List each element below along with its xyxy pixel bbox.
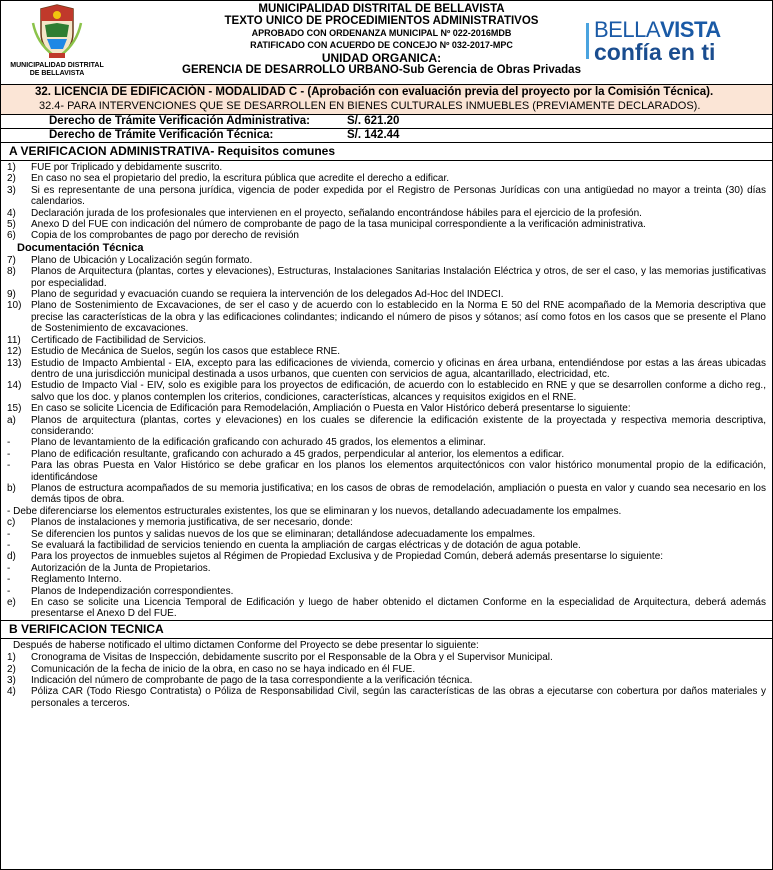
list-item [7, 675, 766, 686]
item-text: Planos de estructura acompañados de su memoria justificativa; en los casos de obras de remodelación, ampliación o puesta en valor y cuando sea necesario en los demás tipos de obra. [31, 482, 766, 506]
item-number: b) [7, 482, 16, 494]
header-line-3: APROBADO CON ORDENANZA MUNICIPAL Nº 022-2016MDB [251, 28, 512, 38]
item-number: 4) [7, 207, 16, 219]
section-b-intro: Después de haberse notificado el ultimo dictamen Conforme del Proyecto se debe presentar lo siguiente: [13, 639, 479, 651]
item-number: 3) [7, 184, 16, 196]
item-number: a) [7, 414, 16, 426]
item-number: 2) [7, 663, 16, 675]
item-number: 7) [7, 254, 16, 266]
item-text: Reglamento Interno. [31, 574, 122, 586]
list-item [7, 551, 766, 562]
list-item [7, 403, 766, 414]
list-item [7, 358, 766, 381]
item-number: 3) [7, 675, 16, 687]
list-item [7, 540, 766, 551]
fee-label: Derecho de Trámite Verificación Técnica: [49, 129, 274, 141]
item-text: Estudio de Impacto Ambiental - EIA, excepto para las edificaciones de vivienda, comercio y oficinas en área urbana, entendiéndose por estas a las áreas ubicadas dentro de una jurisdicción municipal destinada a usos urbanos, que cuenten con servicios de agua, alcantarillado, electricidad, etc. [31, 357, 766, 380]
list-item [7, 597, 766, 620]
item-number: - [7, 528, 11, 540]
item-text: Planos de Independización correspondientes. [31, 585, 234, 597]
list-item [7, 255, 766, 266]
item-text: En caso se solicite Licencia de Edificación para Remodelación, Ampliación o Puesta en Valor Histórico deberá presentarse lo siguiente: [31, 403, 631, 415]
item-text: Copia de los comprobantes de pago por derecho de revisión [31, 230, 299, 242]
list-item [7, 266, 766, 289]
item-text: Planos de Arquitectura (plantas, cortes y elevaciones), Estructuras, Instalaciones Sanitarias Instalación Eléctrica y otros, de ser el caso, y las memorias justificativas por especialidad. [31, 266, 766, 289]
item-number: 9) [7, 289, 16, 301]
list-item [7, 460, 766, 483]
item-number: 12) [7, 346, 22, 358]
item-number: 1) [7, 652, 16, 664]
item-text: Para las obras Puesta en Valor Histórico se debe graficar en los planos los elementos arquitectónicos con valor histórico monumental propio de la edificación, identificándose [31, 460, 766, 483]
item-number: - [7, 540, 11, 551]
header-line-4: RATIFICADO CON ACUERDO DE CONCEJO Nº 032-2017-MPC [250, 40, 513, 50]
fee-label: Derecho de Trámite Verificación Administrativa: [49, 115, 310, 127]
item-number: c) [7, 517, 16, 529]
brand-bar-icon [586, 23, 589, 59]
item-number: 6) [7, 230, 16, 242]
list-item [7, 574, 766, 585]
list-item [7, 506, 766, 517]
item-text: Comunicación de la fecha de inicio de la obra, en caso no se haya indicado en él FUE. [31, 663, 416, 675]
logo-caption: MUNICIPALIDAD DISTRITAL DE BELLAVISTA [10, 62, 104, 77]
item-number: - [7, 448, 11, 460]
list-item [7, 449, 766, 460]
item-number: - [7, 562, 11, 574]
item-text: Estudio de Impacto Vial - EIV, solo es exigible para los proyectos de edificación, de acuerdo con lo establecido en RNE y que se desarrollen conforme a dicho reg., salvo que los doc. y planos contemplen los criterios, condiciones, características, alcances y requisitos exigidos en el RNE. [31, 380, 766, 403]
document-header [1, 1, 772, 85]
item-number: - [7, 437, 11, 449]
brand-name-b: VISTA [660, 17, 721, 42]
municipal-logo [7, 3, 107, 83]
item-number: 2) [7, 173, 16, 185]
list-item [7, 230, 766, 241]
list-item [7, 686, 766, 709]
item-text: Plano de Ubicación y Localización según formato. [31, 254, 253, 266]
item-text: En caso se solicite una Licencia Temporal de Edificación y luego de haber obtenido el dictamen Conforme en la especialidad de Arquitectura, deberá además presentarse el Anexo D del FUE. [31, 597, 766, 620]
item-text: Póliza CAR (Todo Riesgo Contratista) o Póliza de Responsabilidad Civil, según las características de las obras a ejecutarse con cobertura por daños materiales y personales a terceros. [31, 686, 766, 709]
technical-docs-title: Documentación Técnica [17, 241, 144, 254]
header-line-1: MUNICIPALIDAD DISTRITAL DE BELLAVISTA [258, 3, 505, 15]
item-number: e) [7, 597, 16, 609]
item-number: - [7, 585, 11, 597]
list-item [7, 529, 766, 540]
procedure-subtitle: 32.4- PARA INTERVENCIONES QUE SE DESARROLLEN EN BIENES CULTURALES INMUEBLES (PREVIAMENTE DECLARADOS). [39, 100, 701, 112]
list-item [7, 219, 766, 230]
item-text: Si es representante de una persona jurídica, vigencia de poder expedida por el Registro de Personas Jurídicas con una antigüedad no mayor a treinta (30) días calendarios. [31, 184, 766, 208]
item-text: Autorización de la Junta de Propietarios. [31, 562, 211, 574]
list-item [7, 415, 766, 438]
list-item [7, 173, 766, 184]
item-text: Certificado de Factibilidad de Servicios. [31, 334, 207, 346]
list-item [7, 586, 766, 597]
item-text: - Debe diferenciarse los elementos estructurales existentes, los que se eliminaran y los nuevos, detallando adecuadamente los empalmes. [7, 505, 622, 517]
technical-docs-list [1, 254, 772, 620]
municipal-crest-icon [27, 3, 87, 61]
item-number: - [7, 574, 11, 586]
list-item [7, 185, 766, 208]
brand-name-a: BELLA [594, 17, 660, 42]
item-text: Plano de edificación resultante, graficando con achurado a 45 grados, perpendicular al anterior, los elementos a edificar. [31, 448, 565, 460]
section-b-title: B VERIFICACION TECNICA [1, 620, 772, 639]
item-text: FUE por Triplicado y debidamente suscrito. [31, 162, 223, 173]
item-number: 5) [7, 219, 16, 231]
item-number: 10) [7, 300, 22, 312]
item-text: En caso no sea el propietario del predio, la escritura pública que acredite el derecho a edificar. [31, 173, 450, 185]
section-b-list [1, 651, 772, 709]
list-item [7, 300, 766, 334]
item-text: Plano de levantamiento de la edificación graficando con achurado 45 grados, los elementos a eliminar. [31, 437, 486, 449]
fee-row-administrative [1, 115, 772, 129]
list-item [7, 664, 766, 675]
fee-value: S/. 142.44 [347, 129, 400, 141]
item-text: Planos de instalaciones y memoria justificativa, de ser necesario, donde: [31, 517, 353, 529]
header-line-2: TEXTO UNICO DE PROCEDIMIENTOS ADMINISTRATIVOS [224, 15, 539, 27]
item-number: 1) [7, 162, 16, 173]
brand-slogan: confía en ti [594, 39, 716, 65]
section-a-list [1, 161, 772, 242]
brand-logo [594, 19, 764, 63]
list-item [7, 380, 766, 403]
item-text: Indicación del número de comprobante de pago de la tasa correspondiente a la verificación técnica. [31, 675, 473, 687]
item-number: - [7, 460, 11, 472]
item-text: Planos de arquitectura (plantas, cortes y elevaciones) en los cuales se diferencie la edificación existente de la proyectada y respectiva memoria descriptiva, considerando: [31, 414, 766, 437]
list-item [7, 208, 766, 219]
list-item [7, 162, 766, 173]
item-text: Anexo D del FUE con indicación del número de comprobante de pago de la tasa municipal correspondiente a la verificación administrativa. [31, 219, 646, 231]
item-text: Declaración jurada de los profesionales que intervienen en el proyecto, señalando encontrándose hábiles para el ejercicio de la profesión. [31, 207, 642, 219]
item-text: Cronograma de Visitas de Inspección, debidamente suscrito por el Responsable de la Obra y el Supervisor Municipal. [31, 652, 553, 664]
item-number: 4) [7, 686, 16, 698]
list-item [7, 346, 766, 357]
fee-row-technical [1, 129, 772, 143]
item-number: 8) [7, 266, 16, 278]
item-text: Se diferencien los puntos y salidas nuevos de los que se eliminaran; detallándose adecuadamente los empalmes. [31, 528, 536, 540]
list-item [7, 289, 766, 300]
item-text: Plano de Sostenimiento de Excavaciones, de ser el caso y de acuerdo con lo establecido en la Norma E 50 del RNE acompañado de la Memoria descriptiva que precise las características de la obra y las edificaciones colindantes; indicando el número de pisos y sótanos; así como fotos en los casos que se presente el Plano de Sostenimiento de excavaciones. [31, 300, 766, 335]
item-number: 14) [7, 380, 22, 392]
fee-value: S/. 621.20 [347, 115, 400, 127]
procedure-title: 32. LICENCIA DE EDIFICACIÓN - MODALIDAD C - (Aprobación con evaluación previa del proyecto por la Comisión Técnica). [35, 86, 714, 98]
item-number: 13) [7, 357, 22, 369]
list-item [7, 335, 766, 346]
item-number: 11) [7, 334, 21, 346]
header-line-6: GERENCIA DE DESARROLLO URBANO-Sub Gerencia de Obras Privadas [182, 64, 581, 76]
list-item [7, 652, 766, 663]
header-line-5: UNIDAD ORGANICA: [321, 51, 442, 65]
item-number: d) [7, 551, 16, 563]
item-text: Estudio de Mecánica de Suelos, según los casos que establece RNE. [31, 346, 341, 358]
header-titles [111, 3, 652, 76]
list-item [7, 437, 766, 448]
item-text: Para los proyectos de inmuebles sujetos al Régimen de Propiedad Exclusiva y de Propiedad Común, deberá además presentarse lo siguiente: [31, 551, 664, 563]
list-item [7, 517, 766, 528]
item-text: Se evaluará la factibilidad de servicios teniendo en cuenta la ampliación de cargas eléctricas y de dotación de agua potable. [31, 540, 581, 551]
list-item [7, 483, 766, 506]
procedure-header [1, 85, 772, 115]
section-a-title: A VERIFICACION ADMINISTRATIVA- Requisitos comunes [1, 143, 772, 161]
item-text: Plano de seguridad y evacuación cuando se requiera la intervención de los delegados Ad-Hoc del INDECI. [31, 289, 504, 301]
list-item [7, 563, 766, 574]
item-number: 15) [7, 403, 22, 415]
